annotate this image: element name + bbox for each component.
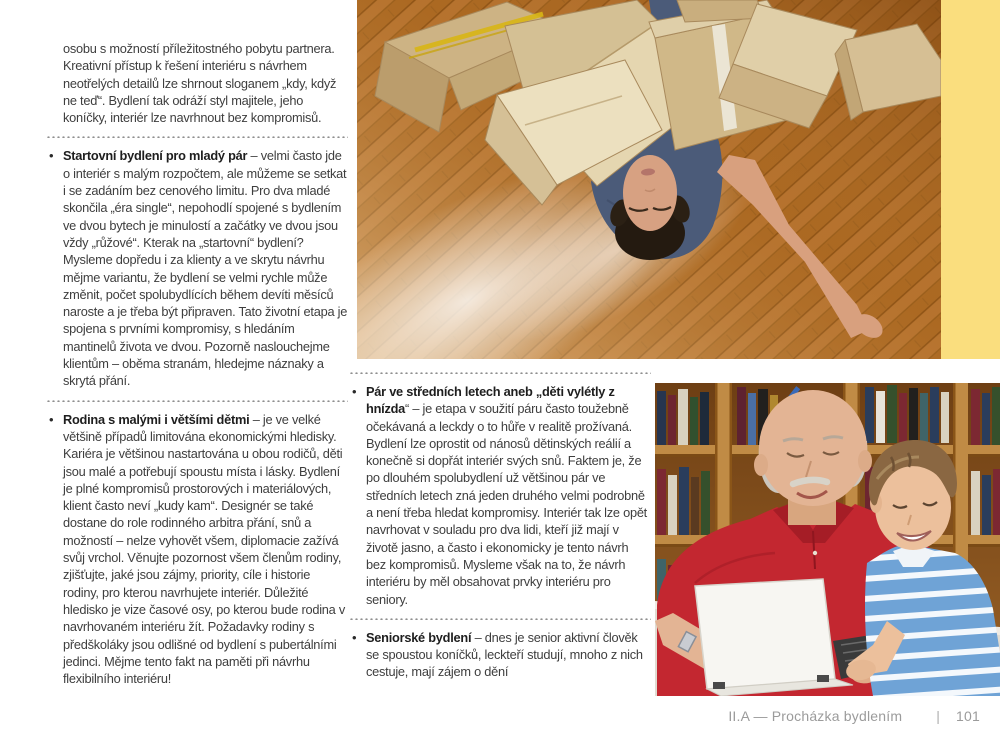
bullet-body: – dnes je senior aktivní člověk se spoustou koníčků, leckteří studují, mnoho z nich cestuje, mají zájem o dění	[366, 629, 643, 680]
bullet-marker: •	[352, 384, 357, 399]
bullet-startovni-bydleni	[46, 147, 348, 389]
bullet-seniorske-bydleni	[349, 629, 651, 681]
moving-boxes-photo	[357, 0, 941, 359]
dotted-separator	[46, 135, 348, 138]
right-column	[349, 371, 651, 681]
left-column	[46, 40, 348, 687]
moving-boxes-illustration	[357, 0, 941, 359]
bullet-marker: •	[49, 148, 54, 164]
bullet-body: – velmi často jde o interiér s malým rozpočtem, ale můžeme se setkat i se zadáním bez cenového limitu. Pro dva mladé skončila „éra single“, nepohodlí spojené s bydlením ve dvou bytech je minulostí a začátky ve dvou jsou vždy „růžové“. Kterak na „startovní“ bydlení? Mysleme dopředu i za klienty a ve skrytu návrhu mějme variantu, že bydlení se velmi rychle může změnit, počet spolubydlících během devíti měsíců naroste a je třeba být připraven. Tato životní etapa je spojena s prvními kompromisy, s hledáním mantinelů života ve dvou. Pozorně naslouchejme klientům – oběma stranám, hledejme náznaky a skrytá přání.	[63, 148, 348, 389]
dotted-separator	[46, 399, 348, 402]
bullet-body: – je ve velké většině případů limitována ekonomickými hledisky. Kariéra je většinou nastartována u obou rodičů, děti jsou malé a potřebují spoustu místa i lásky. Bydlení je plné kompromisů prostorových i materiálových, klient často neví „kudy kam“. Designér se také dostane do role rodinného arbitra přání, snů a možností – nelze vyhovět všem, diplomacie zažívá svůj vrchol. Věnujte pozornost všem členům rodiny, zjišťujte, jaké jsou zájmy, priority, cíle i historie rodiny, pro kterou navrhujete interiér. Důležité hledisko je vize časové osy, po kterou bude rodina v navrhovaném interiéru žít. Požadavky rodiny s předškoláky jsou odlišné od bydlení s pubertálními jedinci. Mějme tento fakt na paměti při návrhu flexibilního interiéru!	[63, 411, 345, 687]
footer	[0, 708, 1000, 724]
bullet-title: Pár ve středních letech aneb „děti vylétly z hnízda	[366, 384, 615, 417]
bullet-body: “ – je etapa v soužití páru často toužebně očekávaná a leckdy o to hůře v realitě prožívaná. Bydlení lze oprostit od nánosů dětinských reálií a konečně si dopřát interiér svých snů. Faktem je, že po dlouhém spolubydlení už většinou pár ve středních letech zná jeden druhého velmi podrobně a není třeba hledat kompromisy. Interiér tak lze opět navrhovat v souladu pro dva lidi, kteří již mají v životě jasno, a často i ekonomicky je tento návrh bez kompromisů. Mysleme však na to, že návrh interiéru by měl obsahovat prvky interiéru pro seniory.	[366, 401, 647, 607]
father-son-laptop-photo	[655, 383, 1000, 696]
bullet-par-ve-strednich-letech	[349, 383, 651, 608]
bullet-marker: •	[352, 629, 357, 645]
bullet-title: Seniorské bydlení	[366, 629, 472, 645]
bullet-title: Startovní bydlení pro mladý pár	[63, 148, 248, 164]
intro-paragraph: osobu s možností příležitostného pobytu partnera. Kreativní přístup k řešení interiéru s návrhem neotřelých detailů lze shrnout sloganem „kdy, když ne teď“. Bydlení tak odráží styl majitele, jeho koníčky, interiér lze navrhnout bez kompromisů.	[63, 41, 337, 126]
dotted-separator	[349, 617, 651, 620]
father-son-illustration	[655, 383, 1000, 696]
bullet-marker: •	[49, 411, 54, 427]
footer-divider: |	[936, 708, 941, 724]
dotted-separator	[349, 371, 651, 374]
bullet-title: Rodina s malými i většími dětmi	[63, 411, 250, 427]
chapter-title: II.A — Procházka bydlením	[728, 708, 903, 724]
bullet-rodina-s-detmi	[46, 411, 348, 688]
accent-strip	[941, 0, 1000, 359]
page-number: 101	[956, 708, 980, 724]
